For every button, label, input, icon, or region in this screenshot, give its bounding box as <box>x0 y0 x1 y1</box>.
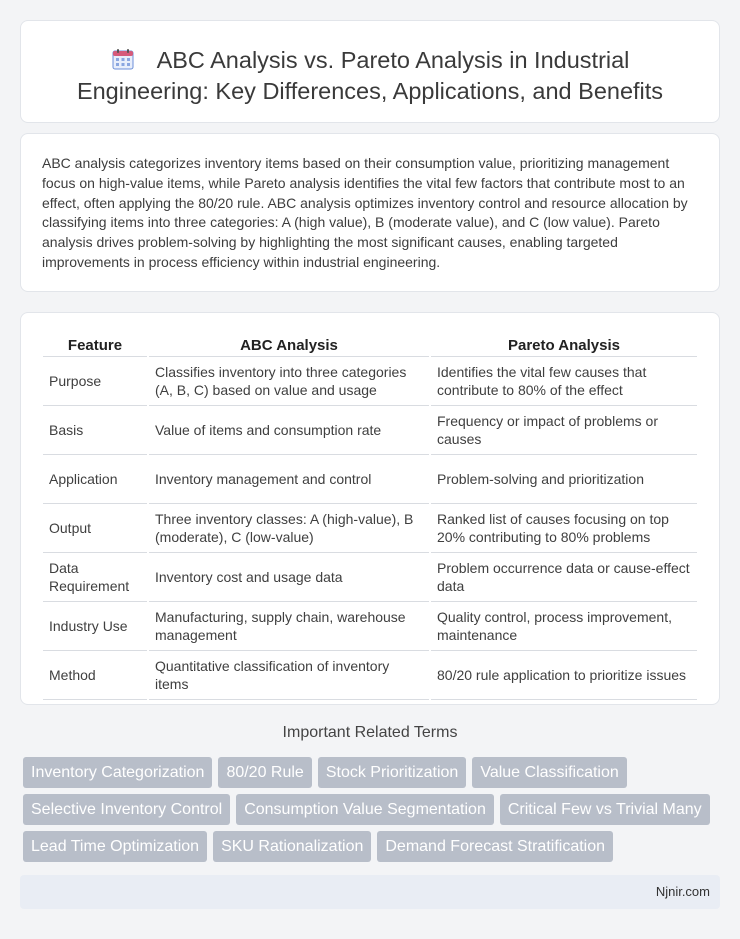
comparison-table <box>41 334 699 700</box>
table-row <box>43 602 697 651</box>
row-pareto: Identifies the vital few causes that contribute to 80% of the effect <box>431 357 697 406</box>
related-tags-row-2 <box>23 794 716 825</box>
tag-inventory-categorization[interactable]: Inventory Categorization <box>23 757 212 788</box>
table-header-row <box>43 334 697 357</box>
tag-consumption-value-segmentation[interactable]: Consumption Value Segmentation <box>236 794 494 825</box>
header-pareto: Pareto Analysis <box>431 334 697 357</box>
row-abc: Value of items and consumption rate <box>149 406 429 455</box>
header-abc: ABC Analysis <box>149 334 429 357</box>
row-feature: Purpose <box>43 357 147 406</box>
footer-site[interactable]: Njnir.com <box>655 884 710 899</box>
row-abc: Quantitative classification of inventory items <box>149 651 429 700</box>
title-line-2: Engineering: Key Differences, Applications, and Benefits <box>76 78 664 104</box>
table-row <box>43 651 697 700</box>
table-row <box>43 504 697 553</box>
tag-80-20-rule[interactable]: 80/20 Rule <box>218 757 311 788</box>
row-abc: Classifies inventory into three categories (A, B, C) based on value and usage <box>149 357 429 406</box>
title-card <box>20 20 720 123</box>
row-abc: Inventory cost and usage data <box>149 553 429 602</box>
tag-value-classification[interactable]: Value Classification <box>472 757 626 788</box>
row-pareto: Problem occurrence data or cause-effect data <box>431 553 697 602</box>
footer <box>20 875 720 909</box>
table-row <box>43 406 697 455</box>
table-row <box>43 455 697 504</box>
tag-demand-forecast-stratification[interactable]: Demand Forecast Stratification <box>377 831 613 862</box>
related-tags-row-1 <box>23 757 633 788</box>
table-row <box>43 553 697 602</box>
row-pareto: Problem-solving and prioritization <box>431 455 697 504</box>
row-pareto: 80/20 rule application to prioritize issues <box>431 651 697 700</box>
row-feature: Method <box>43 651 147 700</box>
row-feature: Application <box>43 455 147 504</box>
row-feature: Data Requirement <box>43 553 147 602</box>
row-abc: Inventory management and control <box>149 455 429 504</box>
row-pareto: Quality control, process improvement, maintenance <box>431 602 697 651</box>
tag-stock-prioritization[interactable]: Stock Prioritization <box>318 757 467 788</box>
row-feature: Basis <box>43 406 147 455</box>
row-feature: Output <box>43 504 147 553</box>
related-terms-title: Important Related Terms <box>282 724 458 741</box>
tag-sku-rationalization[interactable]: SKU Rationalization <box>213 831 371 862</box>
row-abc: Three inventory classes: A (high-value), B (moderate), C (low-value) <box>149 504 429 553</box>
title-line-1: ABC Analysis vs. Pareto Analysis in Industrial <box>156 47 630 73</box>
summary-card <box>20 133 720 292</box>
tag-selective-inventory-control[interactable]: Selective Inventory Control <box>23 794 230 825</box>
summary-text: ABC analysis categorizes inventory items based on their consumption value, prioritizing management focus on high-value items, while Pareto analysis identifies the vital few factors that contribute most to an effect, often applying the 80/20 rule. ABC analysis optimizes inventory control and resource allocation by classifying items into three categories: A (high value), B (moderate value), and C (low value). Pareto analysis drives problem-solving by highlighting the most significant causes, enabling targeted improvements in process efficiency within industrial engineering. <box>42 155 688 270</box>
tag-critical-few-vs-trivial-many[interactable]: Critical Few vs Trivial Many <box>500 794 710 825</box>
page-title <box>21 45 719 107</box>
row-abc: Manufacturing, supply chain, warehouse management <box>149 602 429 651</box>
table-row <box>43 357 697 406</box>
header-feature: Feature <box>43 334 147 357</box>
related-tags-row-3 <box>23 831 619 862</box>
comparison-card <box>20 312 720 705</box>
row-feature: Industry Use <box>43 602 147 651</box>
row-pareto: Ranked list of causes focusing on top 20% contributing to 80% problems <box>431 504 697 553</box>
tag-lead-time-optimization[interactable]: Lead Time Optimization <box>23 831 207 862</box>
calendar-icon <box>111 47 135 71</box>
row-pareto: Frequency or impact of problems or causes <box>431 406 697 455</box>
